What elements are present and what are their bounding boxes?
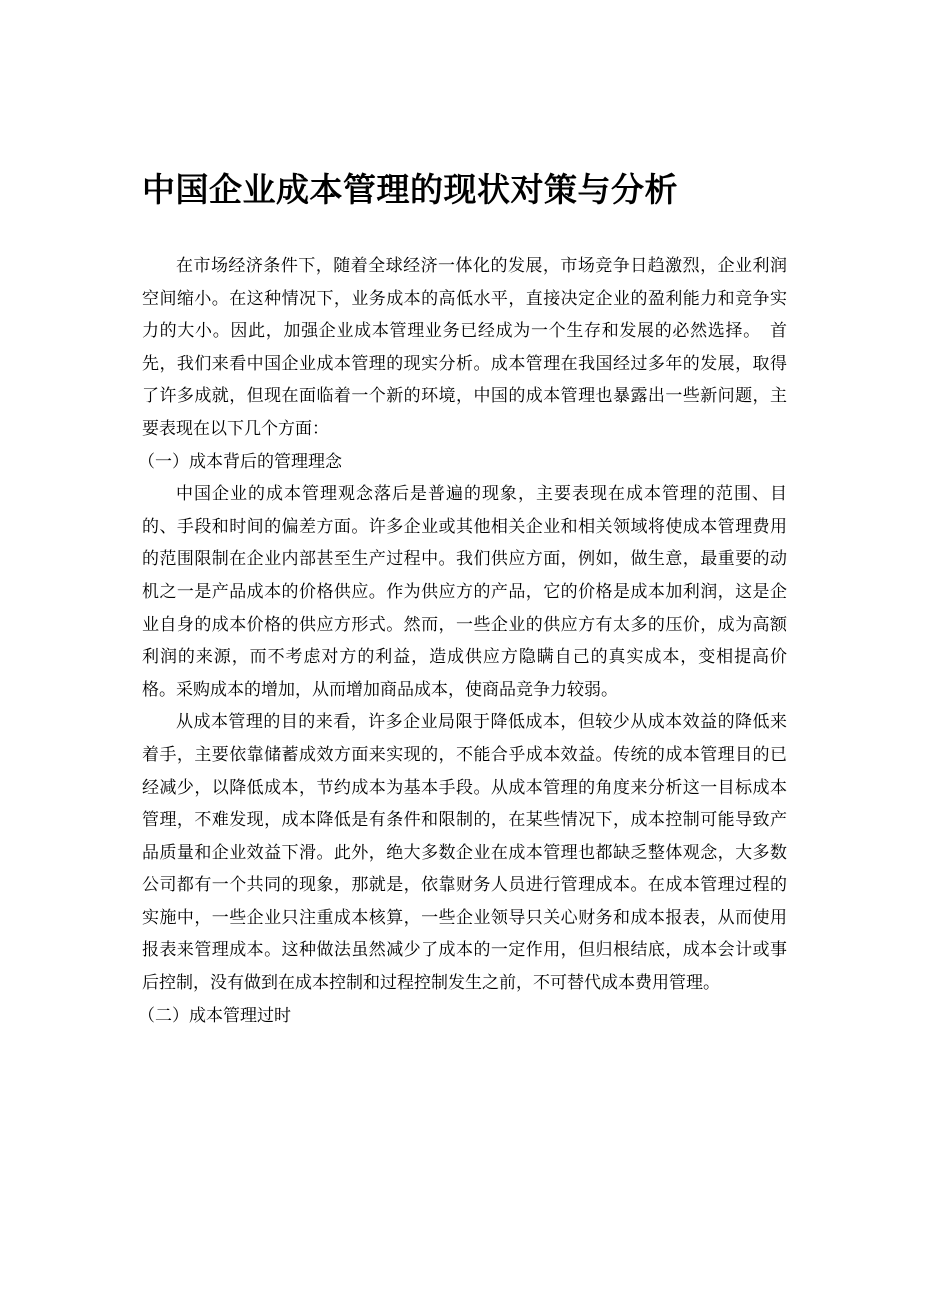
section-1-heading: （一）成本背后的管理理念 (138, 451, 342, 472)
section-1-paragraph-1: 中国企业的成本管理观念落后是普遍的现象，主要表现在成本管理的范围、目的、手段和时间的偏差方面。许多企业或其他相关企业和相关领域将使成本管理费用的范围限制在企业内部甚至生产过程中。我们供应方面，例如，做生意，最重要的动机之一是产品成本的价格供应。作为供应方的产品，它的价格是成本加利润，这是企业自身的成本价格的供应方形式。然而，一些企业的供应方有太多的压价，成为高额利润的来源，而不考虑对方的利益，造成供应方隐瞒自己的真实成本，变相提高价格。采购成本的增加，从而增加商品成本，使商品竞争力较弱。 (142, 484, 787, 700)
document-title: 中国企业成本管理的现状对策与分析 (142, 170, 678, 210)
intro-paragraph: 在市场经济条件下，随着全球经济一体化的发展，市场竞争日趋激烈，企业利润空间缩小。在这种情况下，业务成本的高低水平，直接决定企业的盈利能力和竞争实力的大小。因此，加强企业成本管理业务已经成为一个生存和发展的必然选择。 首先，我们来看中国企业成本管理的现实分析。成本管理在我国经过多年的发展，取得了许多成就，但现在面临着一个新的环境，中国的成本管理也暴露出一些新问题，主要表现在以下几个方面： (142, 256, 787, 439)
section-2-heading: （二）成本管理过时 (138, 1005, 291, 1026)
document-body (138, 250, 787, 1032)
section-1-paragraph-2: 从成本管理的目的来看，许多企业局限于降低成本，但较少从成本效益的降低来着手，主要依靠储蓄成效方面来实现的，不能合乎成本效益。传统的成本管理目的已经减少，以降低成本，节约成本为基本手段。从成本管理的角度来分析这一目标成本管理，不难发现，成本降低是有条件和限制的，在某些情况下，成本控制可能导致产品质量和企业效益下滑。此外，绝大多数企业在成本管理也都缺乏整体观念，大多数公司都有一个共同的现象，那就是，依靠财务人员进行管理成本。在成本管理过程的实施中，一些企业只注重成本核算，一些企业领导只关心财务和成本报表，从而使用报表来管理成本。这种做法虽然减少了成本的一定作用，但归根结底，成本会计或事后控制，没有做到在成本控制和过程控制发生之前，不可替代成本费用管理。 (142, 712, 787, 994)
